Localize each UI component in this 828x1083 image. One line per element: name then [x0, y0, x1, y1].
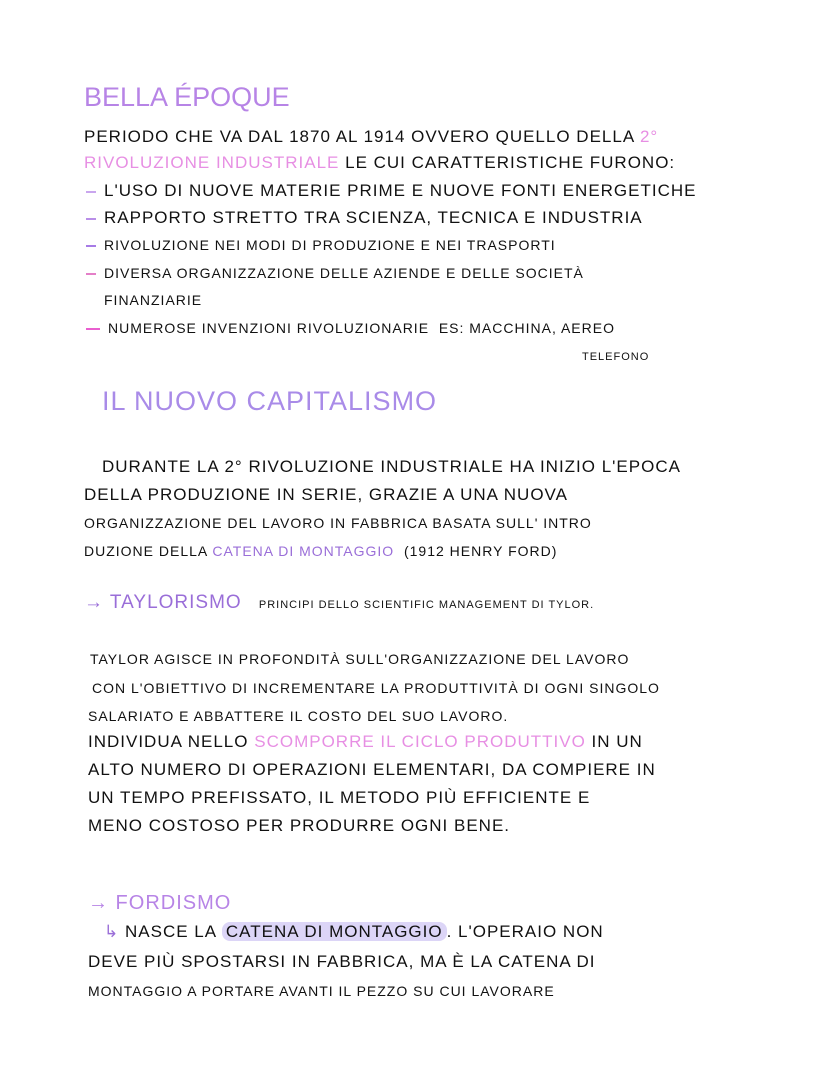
intro-text: LE CUI CARATTERISTICHE FURONO: [345, 153, 676, 172]
taylorismo-heading: → TAYLORISMO [84, 592, 242, 613]
fordismo-heading: → FORDISMO [88, 892, 232, 914]
fordismo-line: MONTAGGIO A PORTARE AVANTI IL PEZZO SU CUI LAVORARE [88, 983, 555, 999]
para2-line: MENO COSTOSO PER PRODURRE OGNI BENE. [88, 816, 511, 835]
para-text: . L'OPERAIO NON [446, 922, 604, 941]
dash-icon [86, 218, 96, 220]
para-text: DUZIONE DELLA [84, 543, 208, 559]
heading-nuovo-capitalismo: IL NUOVO CAPITALISMO [102, 386, 438, 416]
para2-line: SALARIATO E ABBATTERE IL COSTO DEL SUO LAVORO. [88, 708, 509, 724]
para1-line: DELLA PRODUZIONE IN SERIE, GRAZIE A UNA NUOVA [84, 485, 568, 504]
dash-icon [86, 273, 96, 275]
fordismo-line: DEVE PIÙ SPOSTARSI IN FABBRICA, MA È LA CATENA DI [88, 952, 596, 971]
bullet-text: DIVERSA ORGANIZZAZIONE DELLE AZIENDE E DELLE SOCIETÀ [104, 265, 584, 281]
heading-bella-epoque: BELLA ÉPOQUE [84, 82, 290, 112]
bullet-text: RAPPORTO STRETTO TRA SCIENZA, TECNICA E INDUSTRIA [104, 208, 643, 227]
fordismo-line [104, 921, 604, 943]
dash-icon [86, 191, 96, 193]
bullet-text: NUMEROSE INVENZIONI RIVOLUZIONARIE ES: MACCHINA, AEREO [108, 320, 615, 336]
dash-icon [86, 328, 100, 330]
taylorismo-note: PRINCIPI DELLO SCIENTIFIC MANAGEMENT DI TYLOR. [258, 599, 595, 611]
intro-line-1 [84, 126, 658, 148]
intro-highlight: RIVOLUZIONE INDUSTRIALE [84, 153, 340, 172]
intro-text: PERIODO CHE VA DAL 1870 AL 1914 OVVERO QUELLO DELLA [84, 127, 635, 146]
para-text: IN UN [591, 732, 643, 751]
para1-line: ORGANIZZAZIONE DEL LAVORO IN FABBRICA BASATA SULL' INTRO [84, 515, 592, 531]
para2-line [88, 731, 643, 753]
para-text: (1912 HENRY FORD) [403, 543, 558, 559]
para-text: INDIVIDUA NELLO [88, 732, 249, 751]
bullet-item [86, 207, 643, 229]
para2-line: TAYLOR AGISCE IN PROFONDITÀ SULL'ORGANIZZAZIONE DEL LAVORO [90, 651, 630, 667]
catena-highlight: CATENA DI MONTAGGIO [212, 543, 395, 559]
bullet-item [86, 317, 615, 339]
bullet-item [86, 234, 556, 256]
scomporre-highlight: SCOMPORRE IL CICLO PRODUTTIVO [254, 732, 586, 751]
bullet-text: L'USO DI NUOVE MATERIE PRIME E NUOVE FONTI ENERGETICHE [104, 181, 697, 200]
bullet-text: RIVOLUZIONE NEI MODI DI PRODUZIONE E NEI TRASPORTI [104, 237, 556, 253]
para2-line: ALTO NUMERO DI OPERAZIONI ELEMENTARI, DA COMPIERE IN [88, 760, 656, 779]
catena-highlight: CATENA DI MONTAGGIO [222, 922, 447, 941]
bullet-continuation: FINANZIARIE [104, 292, 203, 308]
taylorismo-line [84, 592, 594, 616]
intro-ordinal: 2° [639, 127, 659, 146]
bullet-item [86, 180, 697, 202]
para1-line [84, 540, 557, 562]
para1-line: DURANTE LA 2° RIVOLUZIONE INDUSTRIALE HA INIZIO L'EPOCA [102, 457, 681, 476]
para2-line: CON L'OBIETTIVO DI INCREMENTARE LA PRODUTTIVITÀ DI OGNI SINGOLO [92, 680, 660, 696]
para-text: NASCE LA [124, 922, 217, 941]
bullet-item [86, 262, 584, 284]
bullet-continuation: TELEFONO [582, 351, 650, 363]
intro-line-2 [84, 152, 675, 174]
dash-icon [86, 245, 96, 247]
para2-line: UN TEMPO PREFISSATO, IL METODO PIÙ EFFICIENTE E [88, 788, 591, 807]
return-arrow-icon: ↳ [104, 922, 120, 941]
